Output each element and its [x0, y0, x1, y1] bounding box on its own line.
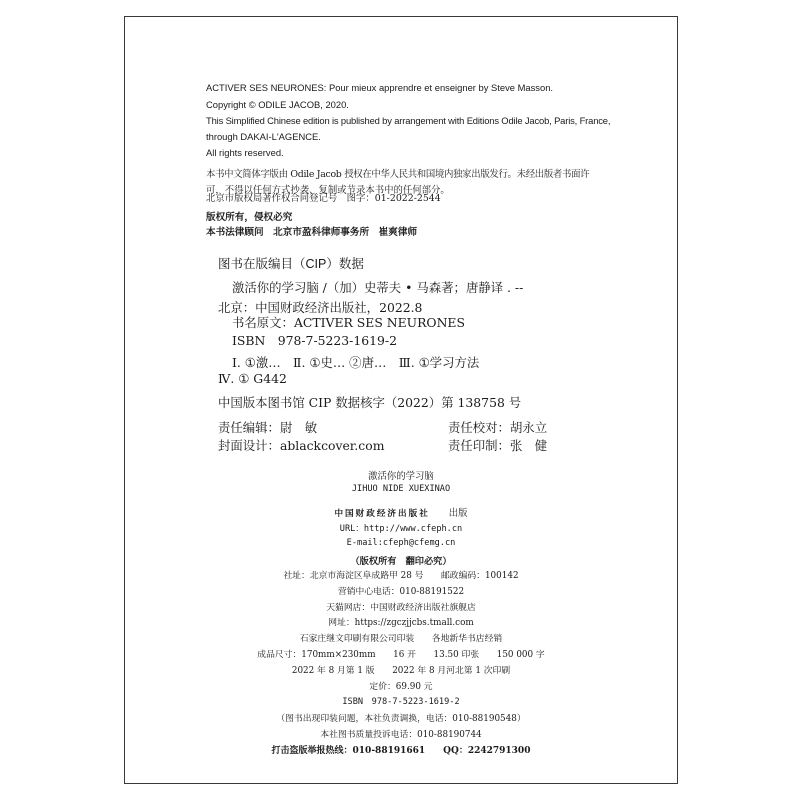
- publisher-suffix: 出版: [448, 508, 468, 519]
- copyright-line-arrangement: This Simplified Chinese edition is published by arrangement with Editions Odile Jacob, Paris, France,: [206, 115, 611, 126]
- copyright-line-reserved: All rights reserved.: [206, 147, 284, 158]
- colophon-title: 激活你的学习脑: [368, 471, 434, 482]
- credit-proofreader: 责任校对：胡永立: [448, 420, 548, 435]
- cip-line-classification: Ⅰ. ①激… Ⅱ. ①史… ②唐… Ⅲ. ①学习方法: [232, 355, 480, 370]
- copyright-line-holder: Copyright © ODILE JACOB, 2020.: [206, 99, 349, 110]
- colophon-address: 社址：北京市海淀区阜成路甲 28 号 邮政编码：100142: [283, 571, 519, 581]
- colophon-price: 定价：69.90 元: [369, 682, 433, 692]
- colophon-rights: （版权所有 翻印必究）: [350, 556, 452, 567]
- colophon-website: 网址：https://zgczjjcbs.tmall.com: [328, 618, 474, 628]
- colophon-isbn: ISBN 978-7-5223-1619-2: [342, 697, 460, 707]
- legal-counsel: 本书法律顾问 北京市盈科律师事务所 崔爽律师: [206, 227, 418, 238]
- colophon-pinyin: JIHUO NIDE XUEXINAO: [351, 484, 451, 494]
- copyright-line-agency: through DAKAI-L'AGENCE.: [206, 131, 321, 142]
- colophon-piracy-hotline: 打击盗版举报热线：010-88191661 QQ：2242791300: [271, 746, 531, 756]
- cip-line-isbn: ISBN 978-7-5223-1619-2: [232, 333, 397, 348]
- cip-verification: 中国版本图书馆 CIP 数据核字（2022）第 138758 号: [218, 395, 522, 410]
- publisher-logo: 中国财政经济出版社: [334, 509, 430, 519]
- colophon-edition: 2022 年 8 月第 1 版 2022 年 8 月河北第 1 次印刷: [291, 666, 511, 676]
- rights-reserved: 版权所有，侵权必究: [206, 212, 293, 223]
- cip-line-title: 激活你的学习脑 /（加）史蒂夫 • 马森著；唐静译 . --: [232, 280, 524, 295]
- colophon-specs: 成品尺寸：170mm×230mm 16 开 13.50 印张 150 000 字: [257, 650, 545, 660]
- copyright-line-title: ACTIVER SES NEURONES: Pour mieux apprendre et enseigner by Steve Masson.: [206, 82, 554, 93]
- cip-heading: 图书在版编目（CIP）数据: [218, 257, 364, 271]
- colophon-tmall-store: 天猫网店：中国财政经济出版社旗舰店: [326, 603, 476, 613]
- cip-line-class-number: Ⅳ. ① G442: [218, 371, 287, 386]
- colophon-quality-note: （图书出现印装问题，本社负责调换，电话：010-88190548）: [276, 714, 526, 724]
- credit-printing: 责任印制：张 健: [448, 438, 548, 453]
- credit-editor: 责任编辑：尉 敏: [218, 420, 318, 435]
- colophon-email: E-mail:cfeph@cfemg.cn: [346, 538, 456, 548]
- colophon-printer: 石家庄继文印刷有限公司印装 各地新华书店经销: [299, 634, 503, 644]
- colophon-quality-phone: 本社图书质量投诉电话：010-88190744: [320, 730, 482, 740]
- license-line-2: 可，不得以任何方式抄袭、复制或节录本书中的任何部分。: [206, 185, 450, 196]
- cip-line-publisher: 北京：中国财政经济出版社，2022.8: [218, 300, 423, 315]
- credit-cover-design: 封面设计：ablackcover.com: [218, 438, 385, 453]
- colophon-sales-phone: 营销中心电话：010-88191522: [337, 587, 465, 597]
- cip-line-original-title: 书名原文：ACTIVER SES NEURONES: [232, 315, 465, 330]
- license-line-1: 本书中文简体字版由 Odile Jacob 授权在中华人民共和国境内独家出版发行。未经出版者书面许: [206, 169, 590, 180]
- colophon-publisher-line: [214, 505, 588, 519]
- colophon-url: URL：http://www.cfeph.cn: [339, 524, 463, 534]
- registration-number: 北京市版权局著作权合同登记号 图字：01-2022-2544: [206, 193, 441, 204]
